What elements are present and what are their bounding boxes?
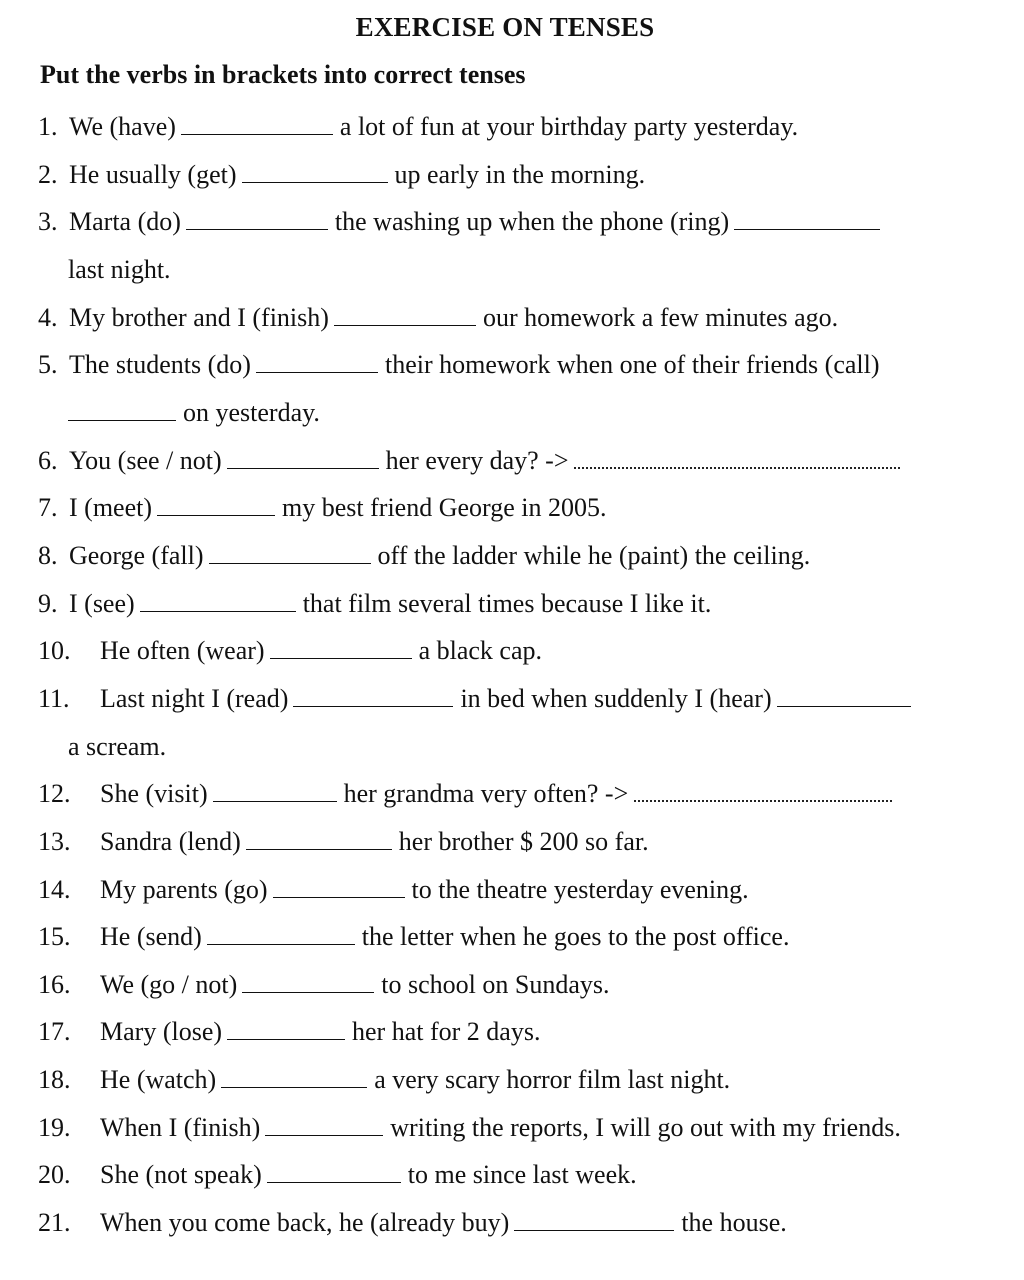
exercise-item <box>38 1158 978 1192</box>
item-number: 18. <box>38 1065 71 1094</box>
item-prompt: I (see) <box>69 589 135 618</box>
item-number: 11. <box>38 684 70 713</box>
item-number: 2. <box>38 160 58 189</box>
item-number: 12. <box>38 779 71 808</box>
item-prompt: Mary (lose) <box>100 1017 223 1046</box>
item-rest: to me since last week. <box>407 1160 637 1189</box>
exercise-item <box>38 110 978 144</box>
exercise-item <box>38 1015 978 1049</box>
item-prompt: My brother and I (finish) <box>69 303 329 332</box>
answer-blank[interactable] <box>334 303 476 326</box>
answer-dotted-line[interactable] <box>634 778 892 802</box>
answer-blank[interactable] <box>777 684 911 707</box>
item-number: 4. <box>38 303 58 332</box>
exercise-item <box>38 873 978 907</box>
answer-blank[interactable] <box>181 112 333 135</box>
exercise-item <box>38 205 978 239</box>
item-prompt: Last night I (read) <box>100 684 289 713</box>
item-prompt: I (meet) <box>69 493 153 522</box>
exercise-item <box>38 682 978 716</box>
item-continuation-text: on yesterday. <box>183 398 320 427</box>
item-number: 15. <box>38 922 71 951</box>
exercise-item <box>38 587 978 621</box>
answer-blank[interactable] <box>157 493 275 516</box>
answer-blank[interactable] <box>293 684 453 707</box>
item-rest: her grandma very often? -> <box>343 779 629 808</box>
answer-blank[interactable] <box>270 636 412 659</box>
item-number: 10. <box>38 636 71 665</box>
item-rest: a lot of fun at your birthday party yesterday. <box>339 112 799 141</box>
exercise-item <box>38 777 978 811</box>
item-number: 5. <box>38 350 58 379</box>
answer-blank[interactable] <box>246 827 392 850</box>
item-prompt: George (fall) <box>69 541 204 570</box>
item-number: 1. <box>38 112 58 141</box>
item-prompt: When I (finish) <box>100 1113 261 1142</box>
exercise-item <box>38 1111 978 1145</box>
answer-blank[interactable] <box>209 541 371 564</box>
item-rest: the house. <box>681 1208 787 1237</box>
answer-blank[interactable] <box>256 350 378 373</box>
item-rest: a very scary horror film last night. <box>374 1065 731 1094</box>
item-prompt: Marta (do) <box>69 207 181 236</box>
item-prompt: When you come back, he (already buy) <box>100 1208 510 1237</box>
exercise-item <box>38 968 978 1002</box>
item-number: 14. <box>38 875 71 904</box>
answer-blank[interactable] <box>140 589 296 612</box>
item-rest: a black cap. <box>418 636 543 665</box>
answer-blank[interactable] <box>242 970 374 993</box>
item-rest: our homework a few minutes ago. <box>482 303 839 332</box>
answer-blank[interactable] <box>68 398 176 421</box>
item-rest: in bed when suddenly I (hear) <box>460 684 772 713</box>
item-rest: that film several times because I like it. <box>302 589 712 618</box>
item-number: 3. <box>38 207 58 236</box>
item-prompt: The students (do) <box>69 350 251 379</box>
item-rest: my best friend George in 2005. <box>282 493 607 522</box>
item-rest: their homework when one of their friends (call) <box>384 350 880 379</box>
item-rest: the washing up when the phone (ring) <box>334 207 730 236</box>
answer-blank[interactable] <box>273 875 405 898</box>
answer-blank[interactable] <box>267 1160 401 1183</box>
item-number: 13. <box>38 827 71 856</box>
answer-dotted-line[interactable] <box>574 445 900 469</box>
item-prompt: He (watch) <box>100 1065 217 1094</box>
exercise-item <box>38 1206 978 1240</box>
item-number: 16. <box>38 970 71 999</box>
item-rest: her every day? -> <box>385 446 569 475</box>
item-number: 9. <box>38 589 58 618</box>
item-number: 7. <box>38 493 58 522</box>
exercise-item <box>38 825 978 859</box>
item-prompt: She (visit) <box>100 779 208 808</box>
exercise-item <box>38 539 978 573</box>
answer-blank[interactable] <box>221 1065 367 1088</box>
item-number: 17. <box>38 1017 71 1046</box>
answer-blank[interactable] <box>265 1113 383 1136</box>
item-rest: up early in the morning. <box>394 160 646 189</box>
item-rest: her hat for 2 days. <box>352 1017 541 1046</box>
item-continuation: last night. <box>68 255 171 284</box>
item-prompt: We (go / not) <box>100 970 238 999</box>
item-number: 19. <box>38 1113 71 1142</box>
answer-blank[interactable] <box>734 207 880 230</box>
answer-blank[interactable] <box>514 1208 674 1231</box>
exercise-item <box>38 158 978 192</box>
item-prompt: She (not speak) <box>100 1160 262 1189</box>
item-rest: off the ladder while he (paint) the ceiling. <box>377 541 811 570</box>
exercise-item <box>38 301 978 335</box>
item-prompt: We (have) <box>69 112 176 141</box>
item-prompt: You (see / not) <box>69 446 222 475</box>
item-number: 21. <box>38 1208 71 1237</box>
item-continuation: a scream. <box>68 732 167 761</box>
answer-blank[interactable] <box>227 1017 345 1040</box>
item-continuation <box>68 396 320 430</box>
item-rest: writing the reports, I will go out with my friends. <box>390 1113 901 1142</box>
item-prompt: My parents (go) <box>100 875 268 904</box>
page-title: EXERCISE ON TENSES <box>355 12 655 42</box>
instructions: Put the verbs in brackets into correct tenses <box>40 60 526 89</box>
answer-blank[interactable] <box>207 922 355 945</box>
item-rest: the letter when he goes to the post office. <box>361 922 790 951</box>
exercise-item <box>38 1063 978 1097</box>
item-prompt: Sandra (lend) <box>100 827 241 856</box>
item-rest: to school on Sundays. <box>381 970 610 999</box>
item-number: 8. <box>38 541 58 570</box>
answer-blank[interactable] <box>227 446 379 469</box>
exercise-item <box>38 444 978 478</box>
exercise-item <box>38 634 978 668</box>
exercise-item <box>38 920 978 954</box>
item-prompt: He often (wear) <box>100 636 265 665</box>
item-rest: her brother $ 200 so far. <box>398 827 649 856</box>
item-prompt: He usually (get) <box>69 160 237 189</box>
answer-blank[interactable] <box>186 207 328 230</box>
item-prompt: He (send) <box>100 922 202 951</box>
exercise-item <box>38 348 978 382</box>
item-number: 6. <box>38 446 58 475</box>
exercise-item <box>38 491 978 525</box>
item-number: 20. <box>38 1160 71 1189</box>
answer-blank[interactable] <box>242 160 388 183</box>
answer-blank[interactable] <box>213 779 337 802</box>
item-rest: to the theatre yesterday evening. <box>411 875 749 904</box>
